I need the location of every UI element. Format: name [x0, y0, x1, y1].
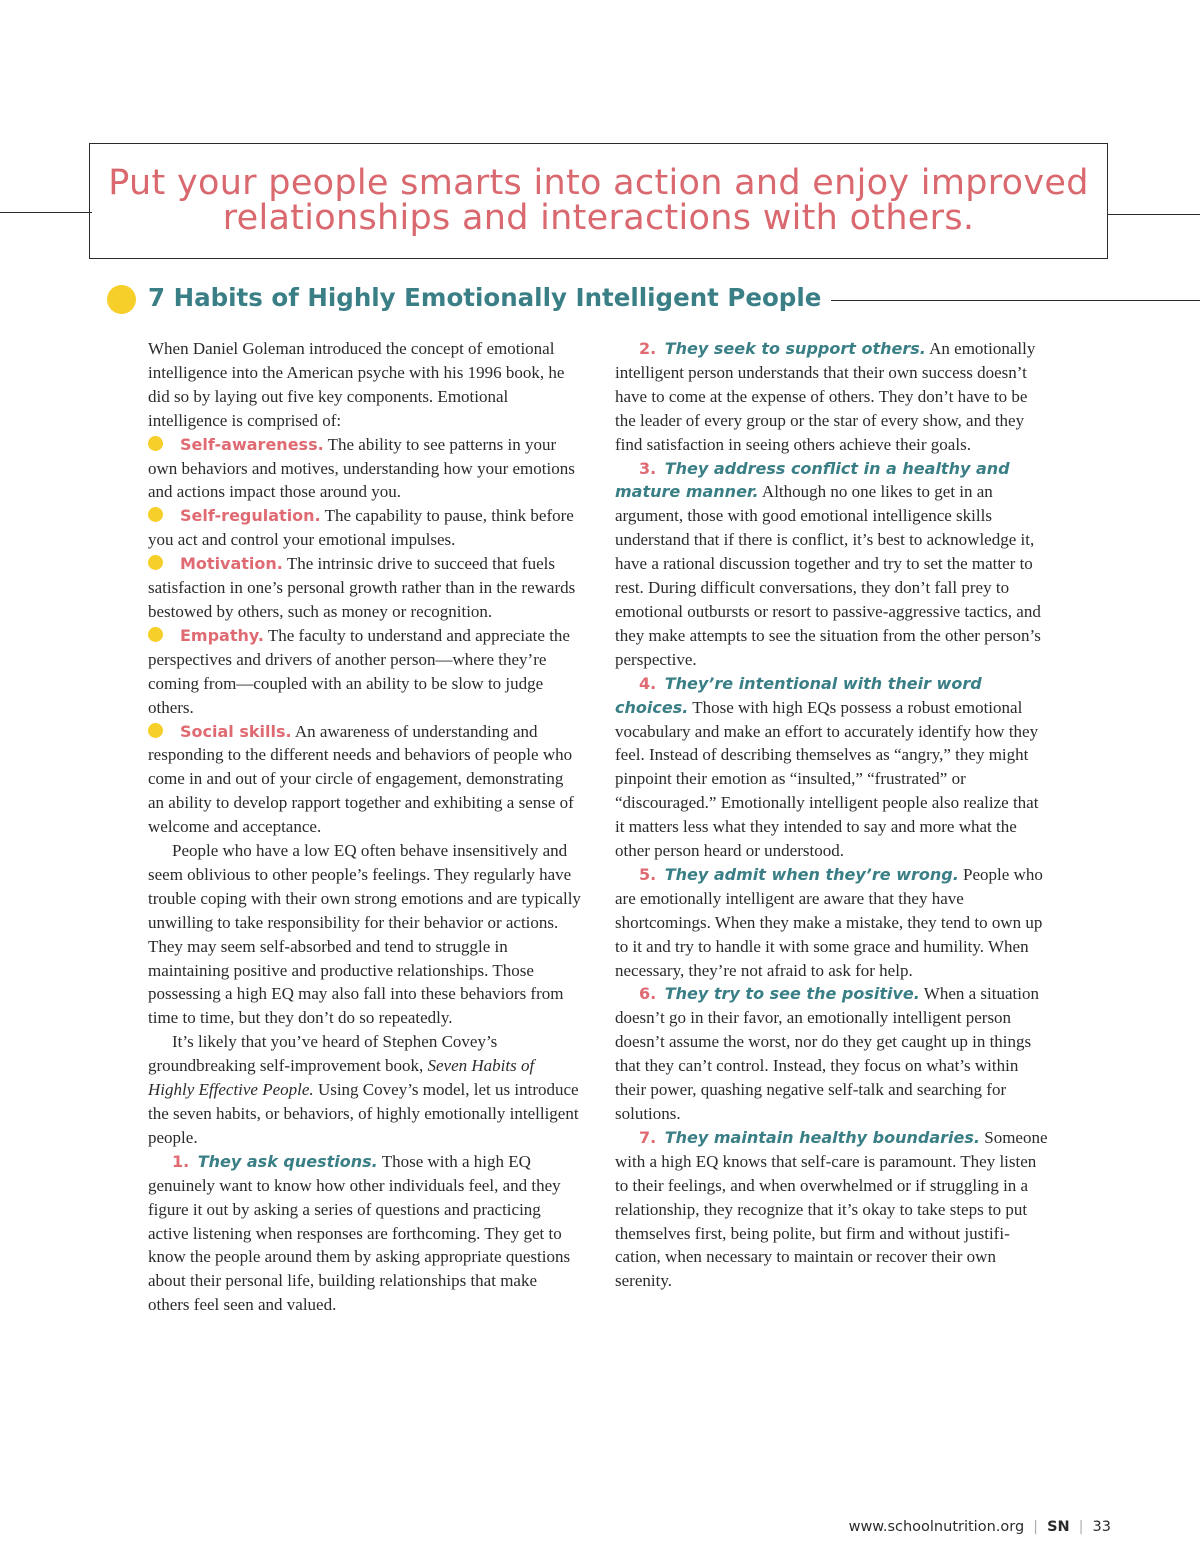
- footer-magazine: SN: [1047, 1519, 1070, 1535]
- bullet-dot-icon: [148, 627, 163, 642]
- component-term: Self-awareness.: [180, 434, 324, 454]
- habit-item: [615, 337, 1048, 457]
- habit-text: Those with high EQs possess a robust emotional vocabulary and make an effort to accurately identify how they feel. Instead of describing themselves as “angry,” they might pinpoint their emotion as “insulted,” “frustrated” or “discouraged.” Emotionally intelligent people also realize that it matters less what they intended to say and more what the other person heard or understood.: [615, 697, 1039, 861]
- covey-text-before: It’s likely that you’ve heard of Stephen Covey’s groundbreaking self-improvement book,: [148, 1032, 498, 1076]
- bullet-dot-icon: [148, 436, 163, 451]
- bullet-dot-icon: [148, 723, 163, 738]
- right-column: [615, 337, 1048, 1293]
- habit-number: 6.: [639, 984, 657, 1004]
- component-text: An awareness of understanding and responding to the different needs and behaviors of people who come in and out of your circle of engagement, demonstrating an ability to develop rapport together and exhibiting a sense of welcome and acceptance.: [148, 721, 574, 837]
- bullet-dot-icon: [148, 555, 163, 570]
- component-item: [148, 504, 581, 552]
- pull-quote-rule-right: [1108, 214, 1200, 215]
- habit-number: 7.: [639, 1127, 657, 1147]
- habit-text: When a situation doesn’t go in their favor, an emotionally intelligent person doesn’t assume the worst, nor do they get caught up in things that they can’t control. Instead, they focus on what’s within their power, quashing negative self-talk and searching for solutions.: [615, 984, 1039, 1123]
- habit-item: [615, 457, 1048, 672]
- component-text: The faculty to understand and appreciate the perspectives and drivers of another person—where they’re coming from—coupled with an ability to be slow to judge others.: [148, 625, 570, 717]
- left-column: [148, 337, 581, 1317]
- habit-title: They admit when they’re wrong.: [664, 864, 959, 884]
- habit-number: 4.: [639, 673, 657, 693]
- habit-number: 3.: [639, 458, 657, 478]
- footer-divider: |: [1078, 1519, 1084, 1535]
- habit-text: People who are emotionally intelligent are aware that they have shortcomings. When they make a mistake, they tend to own up to it and try to handle it with some grace and humility. When necessary, they’re not afraid to ask for help.: [615, 864, 1043, 980]
- component-item: [148, 552, 581, 624]
- pull-quote-rule-left: [0, 212, 92, 213]
- habit-title: They’re intentional with their word choices.: [615, 673, 982, 717]
- habit-item: [615, 672, 1048, 863]
- component-term: Empathy.: [180, 625, 264, 645]
- habit-title: They seek to support others.: [664, 339, 926, 358]
- habit-text: Although no one likes to get in an argument, those with good emotional intelligence skills understand that if there is conflict, it’s best to acknowledge it, have a rational discussion together and try to set the matter to rest. During difficult conversations, they don’t fall prey to emotional outbursts or resort to passive-aggressive tactics, and they make attempts to see the situation from the other person’s perspective.: [615, 482, 1041, 669]
- habit-item: [615, 1126, 1048, 1293]
- component-item: [148, 433, 581, 505]
- component-term: Self-regulation.: [180, 506, 321, 526]
- habit-number: 1.: [172, 1151, 190, 1171]
- footer-divider: |: [1033, 1519, 1039, 1535]
- pull-quote: [108, 163, 1089, 238]
- section-header: [107, 282, 1200, 318]
- component-text: The ability to see patterns in your own behaviors and motives, understanding how your emotions and actions impact those around you.: [148, 434, 575, 502]
- section-title: 7 Habits of Highly Emotionally Intelligent People: [148, 283, 822, 312]
- pull-quote-line-1: Put your people smarts into action and enjoy improved: [108, 163, 1089, 203]
- habit-text: Those with a high EQ genuinely want to know how other individuals feel, and they figure it out by asking a series of questions and practicing active listening when responses are forthcoming. They get to know the people around them by asking appropriate questions about their personal life, building relationships that make others feel seen and valued.: [148, 1151, 571, 1315]
- pull-quote-box: [89, 143, 1108, 259]
- footer-website-link[interactable]: www.schoolnutrition.org: [848, 1519, 1025, 1535]
- pull-quote-line-2: relationships and interactions with others.: [222, 198, 975, 238]
- component-item: [148, 624, 581, 720]
- component-text: The capability to pause, think before you act and control your emotional impulses.: [148, 506, 574, 550]
- habit-title: They maintain healthy boundaries.: [664, 1127, 980, 1147]
- page-number: 33: [1092, 1519, 1111, 1535]
- intro-paragraph: When Daniel Goleman introduced the concept of emotional intelligence into the American psyche with his 1996 book, he did so by laying out five key components. Emotional intelligence is comprised of:: [148, 339, 565, 430]
- covey-paragraph: [148, 1030, 581, 1150]
- bullet-dot-icon: [148, 507, 163, 522]
- component-term: Social skills.: [180, 721, 292, 741]
- section-bullet-icon: [107, 285, 136, 314]
- habit-item: [615, 982, 1048, 1125]
- habit-item: [615, 863, 1048, 983]
- habit-title: They address conflict in a healthy and mature manner.: [615, 458, 1010, 502]
- component-text: The intrinsic drive to succeed that fuels satisfaction in one’s personal growth rather than in the rewards bestowed by others, such as money or recognition.: [148, 554, 576, 621]
- page-footer: [849, 1517, 1111, 1537]
- covey-book-title: Seven Habits of Highly Effective People.: [148, 1056, 535, 1100]
- habit-number: 5.: [639, 864, 657, 884]
- habit-item: [148, 1150, 581, 1317]
- section-rule: [831, 300, 1200, 301]
- habit-title: They try to see the positive.: [664, 984, 920, 1004]
- habit-number: 2.: [639, 339, 657, 358]
- component-item: [148, 720, 581, 840]
- habit-text: An emotionally intelligent person understands that their own success doesn’t have to come at the expense of others. They don’t have to be the leader of every group or the star of every show, and they find satisfaction in seeing others achieve their goals.: [615, 339, 1036, 454]
- habit-title: They ask questions.: [197, 1151, 378, 1171]
- low-eq-paragraph: People who have a low EQ often behave insensitively and seem oblivious to other people’s feelings. They regularly have trouble coping with their own strong emotions and are typically unwilling to take responsibility for their behavior or actions. They may seem self-absorbed and tend to struggle in maintaining positive and productive relationships. Those possessing a high EQ may also fall into these behaviors from time to time, but they don’t do so repeatedly.: [148, 841, 581, 1028]
- habit-text: Someone with a high EQ knows that self-care is paramount. They listen to their feelings, and when overwhelmed or if struggling in a relationship, they recognize that it’s okay to take steps to put themselves first, being polite, but firm and without justification, when necessary to maintain or recover their own serenity.: [615, 1127, 1048, 1291]
- component-term: Motivation.: [180, 554, 283, 574]
- covey-text-after: Using Covey’s model, let us introduce the seven habits, or behaviors, of highly emotionally intelligent people.: [148, 1080, 579, 1147]
